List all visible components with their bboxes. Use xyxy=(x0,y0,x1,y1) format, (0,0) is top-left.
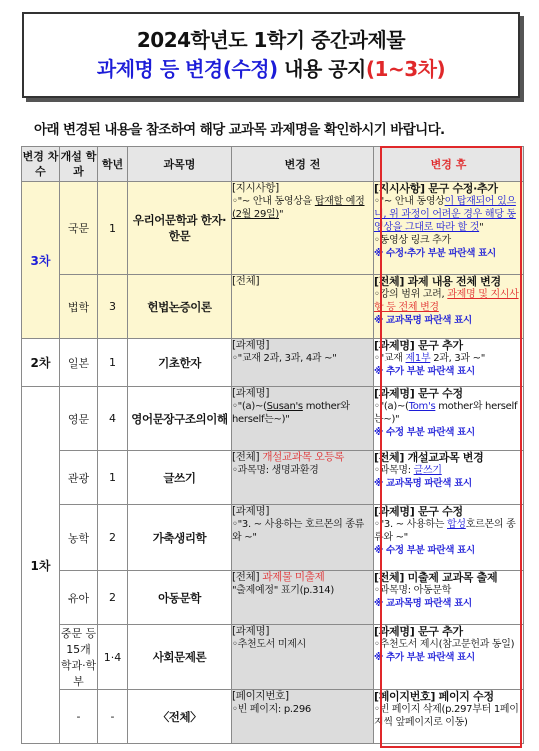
header-round: 변경 차수 xyxy=(22,147,60,182)
title-black-part: 내용 공지 xyxy=(277,57,366,81)
grade-cell: 1 xyxy=(98,451,128,505)
grade-cell: 2 xyxy=(98,571,128,625)
dept-cell: 영문 xyxy=(60,387,98,451)
header-before: 변경 전 xyxy=(232,147,374,182)
course-cell: 아동문학 xyxy=(128,571,232,625)
table-row xyxy=(22,182,524,275)
after-text: ◦"교재 제1부 2과, 3과 ~" xyxy=(374,353,486,364)
title-line-2 xyxy=(97,54,445,84)
table-row xyxy=(22,505,524,571)
before-tag: [지시사항] xyxy=(232,182,279,194)
after-note: ※ 수정 부분 파란색 표시 xyxy=(374,427,475,438)
after-note: ※ 수정 부분 파란색 표시 xyxy=(374,545,475,556)
table-row xyxy=(22,571,524,625)
intro-text: 아래 변경된 내용을 참조하여 해당 교과목 과제명을 확인하시기 바랍니다. xyxy=(34,122,445,138)
course-cell: 영어문장구조의이해 xyxy=(128,387,232,451)
before-cell xyxy=(232,505,374,571)
course-cell: 가축생리학 xyxy=(128,505,232,571)
header-after: 변경 후 xyxy=(374,147,524,182)
after-text: ◦과목명: 아동문학 xyxy=(374,585,452,596)
before-cell xyxy=(232,339,374,387)
grade-cell: 1 xyxy=(98,182,128,275)
header-grade: 학년 xyxy=(98,147,128,182)
course-cell: 글쓰기 xyxy=(128,451,232,505)
grade-cell: 2 xyxy=(98,505,128,571)
table-row xyxy=(22,625,524,690)
title-line-1: 2024학년도 1학기 중간과제물 xyxy=(136,28,406,52)
grade-cell: - xyxy=(98,690,128,744)
after-note: ※ 추가 부분 파란색 표시 xyxy=(374,652,475,663)
round-3-cell: 3차 xyxy=(22,182,60,339)
before-tag: [과제명] xyxy=(232,387,270,399)
after-heading: [전체] 과제 내용 전체 변경 xyxy=(374,275,501,288)
dept-cell: - xyxy=(60,690,98,744)
course-cell: 헌법논증이론 xyxy=(128,275,232,339)
after-note: ※ 교과목명 파란색 표시 xyxy=(374,315,472,326)
after-cell xyxy=(374,625,524,690)
after-heading: [과제명] 문구 수정 xyxy=(374,387,463,400)
dept-cell: 관광 xyxy=(60,451,98,505)
course-cell: 기초한자 xyxy=(128,339,232,387)
after-cell xyxy=(374,571,524,625)
before-text: ◦"~ 안내 동영상을 탑재할 예정(2월 29일)" xyxy=(232,196,365,220)
course-cell: 우리어문학과 한자·한문 xyxy=(128,182,232,275)
table-row xyxy=(22,690,524,744)
title-box xyxy=(22,12,520,98)
after-cell xyxy=(374,275,524,339)
before-tag: [과제명] xyxy=(232,339,270,351)
round-1-cell: 1차 xyxy=(22,387,60,744)
before-tag: [전체] xyxy=(232,275,260,287)
after-heading: [지시사항] 문구 수정·추가 xyxy=(374,182,498,195)
before-cell xyxy=(232,182,374,275)
before-tag: [전체] 과제물 미출제 xyxy=(232,571,325,583)
before-cell xyxy=(232,387,374,451)
after-text: ◦"~ 안내 동영상이 탑재되어 있으니, 위 과정이 어려운 경우 해당 동영상을 그대로 따라 할 것" xyxy=(374,196,516,233)
table-header-row xyxy=(22,147,524,182)
after-cell xyxy=(374,451,524,505)
after-heading: [과제명] 문구 추가 xyxy=(374,339,463,352)
after-text: ◦"(a)~(Tom's mother와 herself는~)" xyxy=(374,401,518,425)
after-cell xyxy=(374,505,524,571)
after-note: ※ 교과목명 파란색 표시 xyxy=(374,478,472,489)
header-dept: 개설 학과 xyxy=(60,147,98,182)
before-cell xyxy=(232,571,374,625)
after-cell xyxy=(374,387,524,451)
title-red-part: (1~3차) xyxy=(365,57,446,81)
after-cell xyxy=(374,339,524,387)
after-cell xyxy=(374,182,524,275)
change-notice-table xyxy=(21,146,524,744)
before-tag: [페이지번호] xyxy=(232,690,289,702)
after-text: ◦빈 페이지 삭제(p.297부터 1페이지씩 앞페이지로 이동) xyxy=(374,704,519,728)
grade-cell: 1 xyxy=(98,339,128,387)
before-cell xyxy=(232,625,374,690)
after-text-2: ◦동영상 링크 추가 xyxy=(374,235,451,246)
dept-cell: 중문 등 15개 학과·학부 xyxy=(60,625,98,690)
after-text: ◦추천도서 제시(참고문헌과 동일) xyxy=(374,639,515,650)
after-heading: [페이지번호] 페이지 수정 xyxy=(374,690,494,703)
after-text: ◦강의 범위 고려, 과제명 및 지시사항 등 전체 변경 xyxy=(374,289,519,313)
header-course: 과목명 xyxy=(128,147,232,182)
before-tag: [과제명] xyxy=(232,505,270,517)
table-row xyxy=(22,387,524,451)
table-row xyxy=(22,275,524,339)
after-heading: [과제명] 문구 추가 xyxy=(374,625,463,638)
before-text: ◦과목명: 생명과환경 xyxy=(232,465,319,476)
title-blue-part: 과제명 등 변경(수정) xyxy=(96,57,278,81)
course-cell: 〈전체〉 xyxy=(128,690,232,744)
dept-cell: 일본 xyxy=(60,339,98,387)
after-text: ◦과목명: 글쓰기 xyxy=(374,465,442,476)
before-text: ◦"(a)~(Susan's mother와 herself는~)" xyxy=(232,401,350,425)
before-tag: [과제명] xyxy=(232,625,270,637)
dept-cell: 유아 xyxy=(60,571,98,625)
before-text: "출제예정" 표기(p.314) xyxy=(232,585,334,596)
before-cell xyxy=(232,690,374,744)
after-heading: [전체] 미출제 교과목 출제 xyxy=(374,571,498,584)
before-cell xyxy=(232,451,374,505)
course-cell: 사회문제론 xyxy=(128,625,232,690)
after-text: ◦"3. ~ 사용하는 합성호르몬의 종류와 ~" xyxy=(374,519,516,543)
after-note: ※ 추가 부분 파란색 표시 xyxy=(374,366,475,377)
after-note: ※ 수정·추가 부분 파란색 표시 xyxy=(374,248,496,259)
dept-cell: 법학 xyxy=(60,275,98,339)
after-heading: [전체] 개설교과목 변경 xyxy=(374,451,484,464)
dept-cell: 농학 xyxy=(60,505,98,571)
table-row xyxy=(22,339,524,387)
grade-cell: 4 xyxy=(98,387,128,451)
before-cell xyxy=(232,275,374,339)
round-2-cell: 2차 xyxy=(22,339,60,387)
dept-cell: 국문 xyxy=(60,182,98,275)
grade-cell: 1·4 xyxy=(98,625,128,690)
after-heading: [과제명] 문구 수정 xyxy=(374,505,463,518)
after-note: ※ 교과목명 파란색 표시 xyxy=(374,598,472,609)
before-text: ◦"3. ~ 사용하는 호르몬의 종류와 ~" xyxy=(232,519,365,543)
table-row xyxy=(22,451,524,505)
grade-cell: 3 xyxy=(98,275,128,339)
before-text: ◦"교재 2과, 3과, 4과 ~" xyxy=(232,353,337,364)
before-tag: [전체] 개설교과목 오등록 xyxy=(232,451,345,463)
before-text: ◦추천도서 미제시 xyxy=(232,639,307,650)
before-text: ◦빈 페이지: p.296 xyxy=(232,704,311,715)
after-cell xyxy=(374,690,524,744)
